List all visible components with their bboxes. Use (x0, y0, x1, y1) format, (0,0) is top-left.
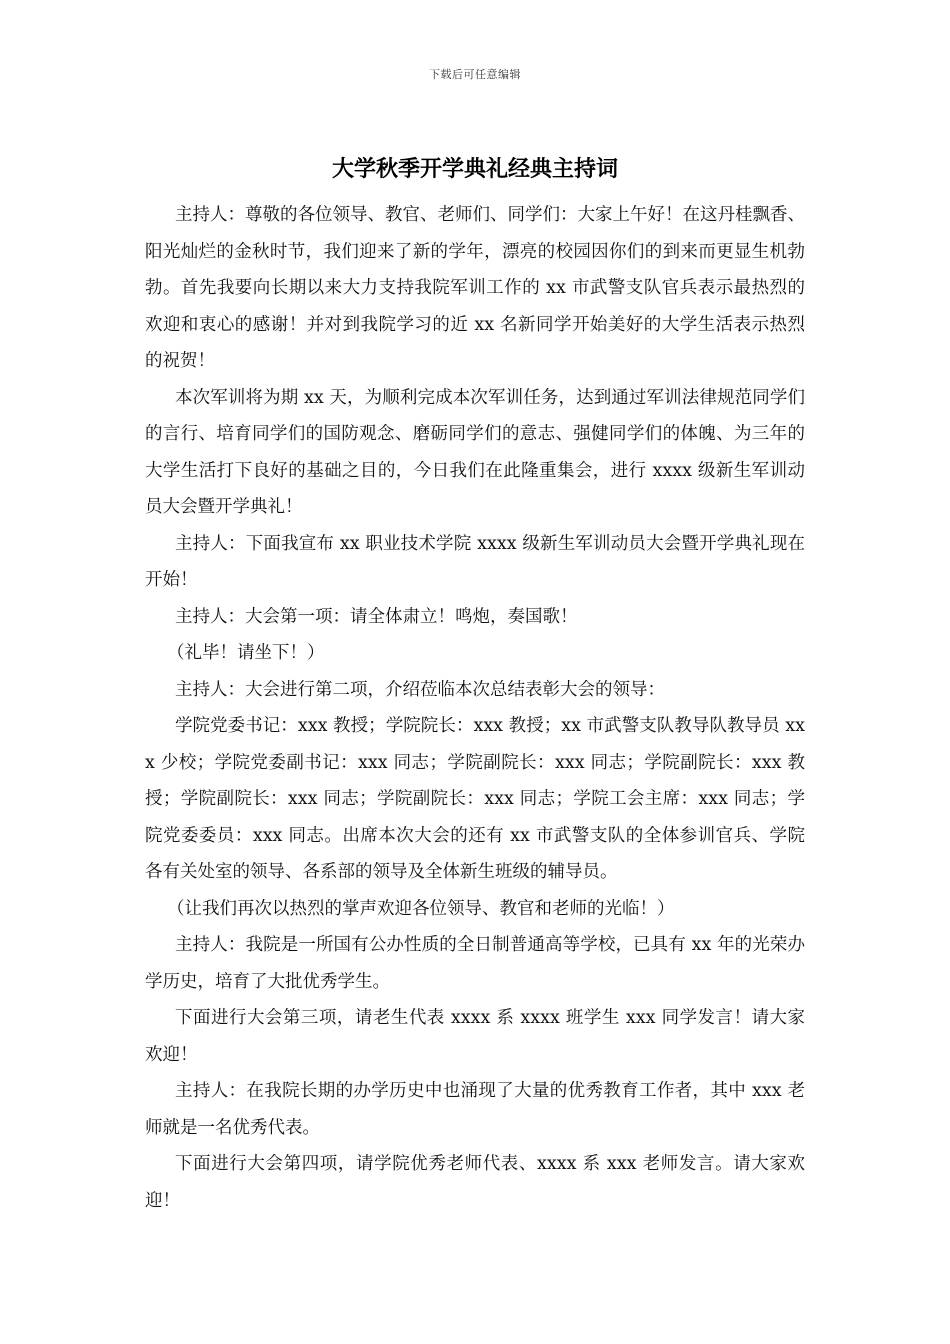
header-note: 下载后可任意编辑 (429, 68, 521, 81)
paragraph-item-two: 主持人：大会进行第二项，介绍莅临本次总结表彰大会的领导： (175, 679, 665, 700)
paragraph-aside-applause: （让我们再次以热烈的掌声欢迎各位领导、教官和老师的光临！） (167, 898, 675, 919)
paragraph-leaders-list: 学院党委书记：xxx 教授；学院院长：xxx 教授；xx 市武警支队教导队教导员 xxx 少校；学院党委副书记：xxx 同志；学院副院长：xxx 同志；学院副院长：xxx 教授；学院副院长：xxx 同志；学院副院长：xxx 同志；学院工会主席：xxx 同志；学院党委委员：xxx 同志。出席本次大会的还有 xx 市武警支队的全体参训官兵、学院各有关处室的领导、各系部的领导及全体新生班级的辅导员。 (145, 716, 805, 882)
document-title: 大学秋季开学典礼经典主持词 (331, 157, 618, 182)
paragraph-training-purpose: 本次军训将为期 xx 天，为顺利完成本次军训任务，达到通过军训法律规范同学们的言行、培育同学们的国防观念、磨砺同学们的意志、强健同学们的体魄、为三年的大学生活打下良好的基础之目的，今日我们在此隆重集会，进行 xxxx 级新生军训动员大会暨开学典礼！ (145, 387, 805, 517)
paragraph-announce-start: 主持人：下面我宣布 xx 职业技术学院 xxxx 级新生军训动员大会暨开学典礼现在开始！ (145, 533, 805, 590)
document-body (145, 197, 805, 1219)
paragraph-opening: 主持人：尊敬的各位领导、教官、老师们、同学们：大家上午好！在这丹桂飘香、阳光灿烂的金秋时节，我们迎来了新的学年，漂亮的校园因你们的到来而更显生机勃勃。首先我要向长期以来大力支持我院军训工作的 xx 市武警支队官兵表示最热烈的欢迎和衷心的感谢！并对到我院学习的近 xx 名新同学开始美好的大学生活表示热烈的祝贺！ (145, 205, 805, 371)
paragraph-school-history: 主持人：我院是一所国有公办性质的全日制普通高等学校，已具有 xx 年的光荣办学历史，培育了大批优秀学生。 (145, 935, 805, 992)
paragraph-teacher-intro: 主持人：在我院长期的办学历史中也涌现了大量的优秀教育工作者，其中 xxx 老师就是一名优秀代表。 (145, 1081, 805, 1138)
paragraph-aside-sit-down: （礼毕！请坐下！） (167, 643, 325, 663)
paragraph-item-four: 下面进行大会第四项，请学院优秀老师代表、xxxx 系 xxx 老师发言。请大家欢迎！ (145, 1154, 805, 1211)
paragraph-item-three: 下面进行大会第三项，请老生代表 xxxx 系 xxxx 班学生 xxx 同学发言！请大家欢迎！ (145, 1008, 805, 1065)
paragraph-item-one: 主持人：大会第一项：请全体肃立！鸣炮，奏国歌！ (175, 606, 578, 627)
